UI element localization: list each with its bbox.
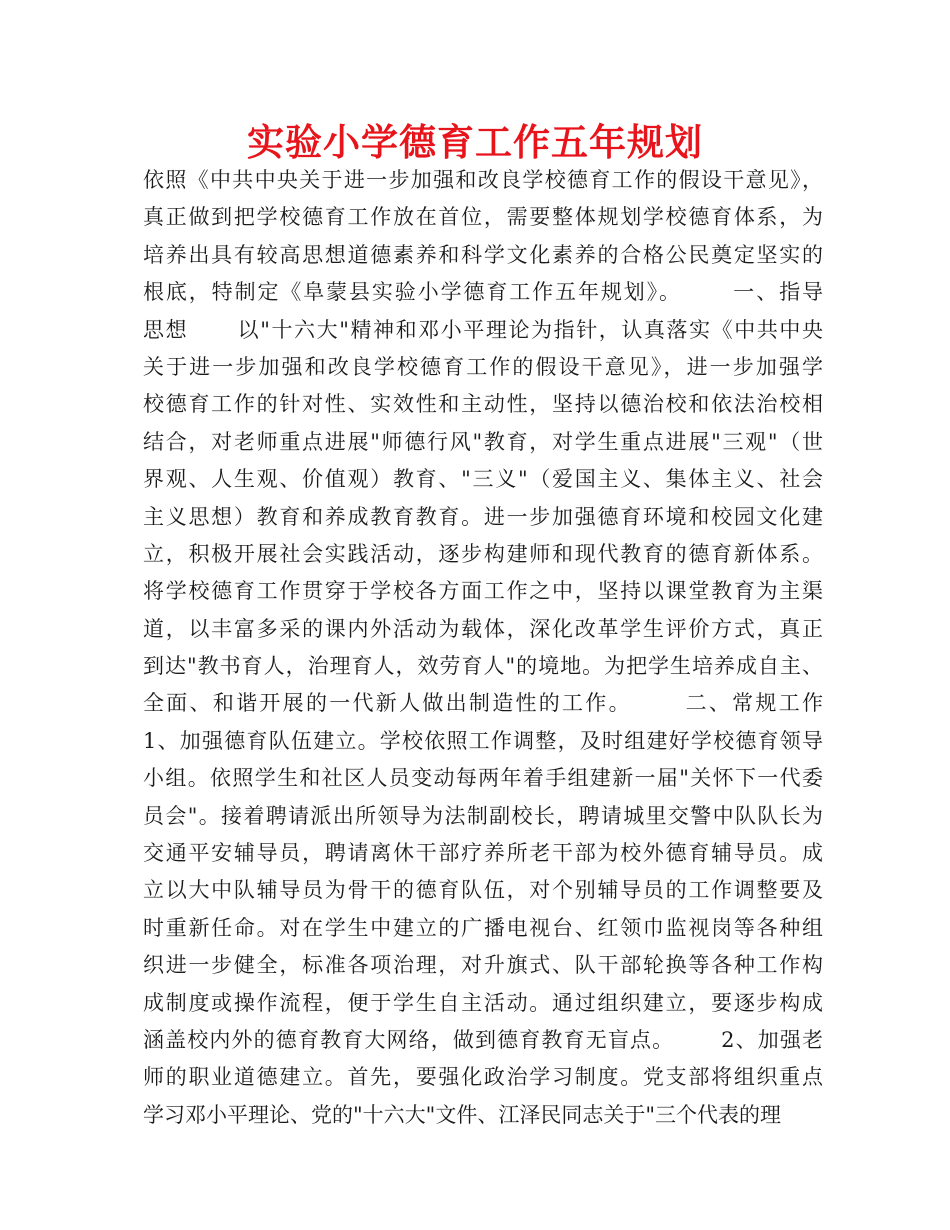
paragraph-line: 主义思想）教育和养成教育教育。进一步加强德育环境和校园文化建 — [143, 504, 823, 529]
paragraph-line: 道，以丰富多采的课内外活动为载体，深化改革学生评价方式，真正 — [143, 616, 823, 641]
document-body — [143, 162, 823, 1134]
paragraph-line: 立以大中队辅导员为骨干的德育队伍，对个别辅导员的工作调整要及 — [143, 878, 823, 903]
paragraph-line: 全面、和谐开展的一代新人做出制造性的工作。 二、常规工作 — [143, 691, 823, 716]
paragraph-line: 培养出具有较高思想道德素养和科学文化素养的合格公民奠定坚实的 — [143, 242, 823, 267]
paragraph-line: 立，积极开展社会实践活动，逐步构建师和现代教育的德育新体系。 — [143, 541, 823, 566]
paragraph-line: 思想 以"十六大"精神和邓小平理论为指针，认真落实《中共中央 — [143, 317, 823, 342]
paragraph-line: 真正做到把学校德育工作放在首位，需要整体规划学校德育体系，为 — [143, 205, 823, 230]
document-title: 实验小学德育工作五年规划 — [247, 121, 703, 164]
paragraph-line: 小组。依照学生和社区人员变动每两年着手组建新一届"关怀下一代委 — [143, 766, 823, 791]
paragraph-line: 依照《中共中央关于进一步加强和改良学校德育工作的假设干意见》， — [143, 168, 823, 192]
paragraph-line: 校德育工作的针对性、实效性和主动性，坚持以德治校和依法治校相 — [143, 392, 823, 417]
paragraph-line: 织进一步健全，标准各项治理，对升旗式、队干部轮换等各种工作构 — [143, 953, 823, 978]
paragraph-line: 结合，对老师重点进展"师德行风"教育，对学生重点进展"三观"（世 — [143, 429, 823, 454]
paragraph-line: 师的职业道德建立。首先，要强化政治学习制度。党支部将组织重点 — [143, 1065, 823, 1090]
paragraph-line: 根底，特制定《阜蒙县实验小学德育工作五年规划》。 一、指导 — [143, 280, 823, 305]
paragraph-line: 到达"教书育人，治理育人，效劳育人"的境地。为把学生培养成自主、 — [143, 654, 823, 679]
paragraph-line: 交通平安辅导员，聘请离休干部疗养所老干部为校外德育辅导员。成 — [143, 841, 823, 866]
paragraph-line: 员会"。接着聘请派出所领导为法制副校长，聘请城里交警中队队长为 — [143, 803, 823, 828]
paragraph-line: 成制度或操作流程，便于学生自主活动。通过组织建立，要逐步构成 — [143, 990, 823, 1015]
paragraph-line: 1、加强德育队伍建立。学校依照工作调整，及时组建好学校德育领导 — [143, 728, 823, 753]
paragraph-line: 学习邓小平理论、党的"十六大"文件、江泽民同志关于"三个代表的理 — [143, 1102, 781, 1127]
paragraph-line: 时重新任命。对在学生中建立的广播电视台、红领巾监视岗等各种组 — [143, 915, 823, 940]
paragraph-line: 涵盖校内外的德育教育大网络，做到德育教育无盲点。 2、加强老 — [143, 1027, 823, 1052]
paragraph-line: 界观、人生观、价值观）教育、"三义"（爱国主义、集体主义、社会 — [143, 467, 823, 492]
paragraph-line: 关于进一步加强和改良学校德育工作的假设干意见》，进一步加强学 — [143, 354, 823, 379]
paragraph-line: 将学校德育工作贯穿于学校各方面工作之中，坚持以课堂教育为主渠 — [143, 579, 823, 604]
